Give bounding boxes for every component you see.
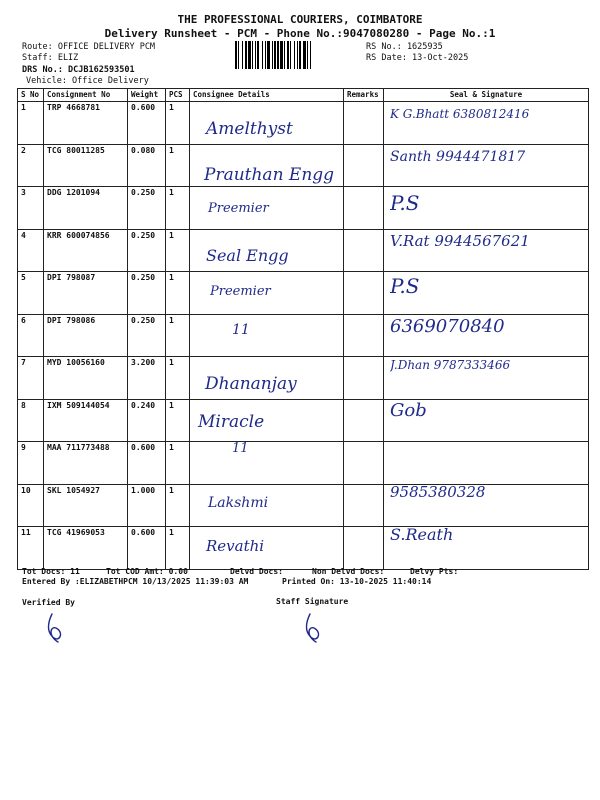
row-pcs: 1 — [166, 484, 190, 527]
row-sno: 6 — [18, 314, 44, 357]
row-sno: 9 — [18, 442, 44, 485]
barcode-bar — [238, 41, 239, 69]
row-pcs: 1 — [166, 442, 190, 485]
barcode-bar — [287, 41, 289, 69]
barcode-bar — [252, 41, 253, 69]
table-row — [18, 484, 589, 527]
total-cod-amount: Tot COD Amt: 0.00 — [106, 567, 188, 576]
handwritten-signature: 9585380328 — [390, 483, 486, 502]
row-consignment-no: DDG 1201094 — [44, 187, 128, 230]
row-sno: 2 — [18, 144, 44, 187]
row-consignment-no: TCG 41969053 — [44, 527, 128, 570]
row-remarks-cell — [344, 399, 384, 442]
row-consignment-no: TRP 4668781 — [44, 102, 128, 145]
row-pcs: 1 — [166, 399, 190, 442]
col-header-signature: Seal & Signature — [384, 89, 589, 102]
barcode-bar — [310, 41, 311, 69]
row-weight: 0.600 — [128, 527, 166, 570]
row-weight: 0.250 — [128, 187, 166, 230]
table-row — [18, 442, 589, 485]
row-consignment-no: SKL 1054927 — [44, 484, 128, 527]
staff-signature-scribble — [298, 610, 338, 646]
row-remarks-cell — [344, 357, 384, 400]
row-weight: 0.250 — [128, 272, 166, 315]
barcode-bar — [307, 41, 308, 69]
row-consignment-no: DPI 798086 — [44, 314, 128, 357]
handwritten-signature: S.Reath — [390, 525, 454, 544]
row-pcs: 1 — [166, 314, 190, 357]
row-consignment-no: MAA 711773488 — [44, 442, 128, 485]
row-remarks-cell — [344, 484, 384, 527]
row-pcs: 1 — [166, 527, 190, 570]
handwritten-consignee: Prauthan Engg — [204, 164, 335, 185]
row-consignment-no: KRR 600074856 — [44, 229, 128, 272]
row-sno: 3 — [18, 187, 44, 230]
row-consignment-no: IXM 509144054 — [44, 399, 128, 442]
table-row — [18, 272, 589, 315]
barcode-bar — [294, 41, 295, 69]
row-sno: 7 — [18, 357, 44, 400]
table-row — [18, 399, 589, 442]
row-sno: 8 — [18, 399, 44, 442]
row-pcs: 1 — [166, 272, 190, 315]
handwritten-signature: Santh 9944471817 — [390, 148, 526, 165]
handwritten-signature: P.S — [390, 190, 420, 215]
row-pcs: 1 — [166, 229, 190, 272]
barcode-bar — [265, 41, 266, 69]
col-header-remarks: Remarks — [344, 89, 384, 102]
row-consignment-no: DPI 798087 — [44, 272, 128, 315]
row-sno: 10 — [18, 484, 44, 527]
handwritten-signature: Gob — [390, 399, 427, 421]
handwritten-signature: P.S — [390, 274, 420, 299]
verified-by-label: Verified By — [22, 598, 75, 607]
table-header-row — [18, 89, 589, 102]
entered-by: Entered By :ELIZABETHPCM 10/13/2025 11:39:03 AM — [22, 577, 249, 586]
runsheet-subtitle: Delivery Runsheet - PCM - Phone No.:9047080280 - Page No.:1 — [104, 27, 496, 40]
row-remarks-cell — [344, 102, 384, 145]
row-weight: 0.600 — [128, 442, 166, 485]
barcode-bar — [272, 41, 273, 69]
row-consignee-cell — [190, 442, 344, 485]
row-consignee-cell — [190, 314, 344, 357]
company-title: THE PROFESSIONAL COURIERS, COIMBATORE — [177, 13, 423, 26]
handwritten-signature: 6369070840 — [390, 316, 505, 337]
col-header-pcs: PCS — [166, 89, 190, 102]
row-signature-cell — [384, 442, 589, 485]
col-header-consignee: Consignee Details — [190, 89, 344, 102]
staff-text: Staff: ELIZ — [22, 53, 79, 63]
vehicle-text: Vehicle: Office Delivery — [26, 76, 149, 86]
row-pcs: 1 — [166, 357, 190, 400]
barcode-image — [234, 41, 360, 69]
verified-signature-scribble — [40, 610, 80, 646]
row-sno: 4 — [18, 229, 44, 272]
printed-on: Printed On: 13-10-2025 11:40:14 — [282, 577, 432, 586]
barcode-bar — [274, 41, 276, 69]
row-weight: 0.080 — [128, 144, 166, 187]
barcode-bar — [297, 41, 298, 69]
barcode-bar — [284, 41, 285, 69]
row-remarks-cell — [344, 527, 384, 570]
row-weight: 0.250 — [128, 314, 166, 357]
barcode-bar — [248, 41, 251, 69]
row-weight: 0.250 — [128, 229, 166, 272]
handwritten-consignee: Preemier — [208, 200, 269, 216]
row-remarks-cell — [344, 144, 384, 187]
barcode-bar — [299, 41, 301, 69]
row-consignment-no: MYD 10056160 — [44, 357, 128, 400]
total-docs: Tot Docs: 11 — [22, 567, 80, 576]
barcode-bar — [303, 41, 306, 69]
barcode-bar — [277, 41, 279, 69]
handwritten-consignee: 11 — [232, 441, 249, 457]
col-header-consignment: Consignment No — [44, 89, 128, 102]
row-remarks-cell — [344, 187, 384, 230]
row-sno: 11 — [18, 527, 44, 570]
barcode-bar — [242, 41, 243, 69]
barcode-bar — [290, 41, 291, 69]
row-sno: 1 — [18, 102, 44, 145]
table-row — [18, 527, 589, 570]
barcode-bar — [235, 41, 237, 69]
handwritten-consignee: Preemier — [210, 284, 271, 300]
row-pcs: 1 — [166, 144, 190, 187]
handwritten-consignee: Lakshmi — [208, 495, 269, 512]
row-pcs: 1 — [166, 102, 190, 145]
row-weight: 0.600 — [128, 102, 166, 145]
row-sno: 5 — [18, 272, 44, 315]
barcode-bar — [245, 41, 247, 69]
handwritten-signature: V.Rat 9944567621 — [390, 232, 530, 251]
delivered-docs: Delvd Docs: — [230, 567, 283, 576]
row-weight: 3.200 — [128, 357, 166, 400]
delivery-points: Delvy Pts: — [410, 567, 459, 576]
rs-number: RS No.: 1625935 — [366, 42, 443, 52]
route-text: Route: OFFICE DELIVERY PCM — [22, 42, 156, 52]
handwritten-consignee: Amelthyst — [206, 119, 293, 139]
barcode-bar — [257, 41, 259, 69]
row-consignment-no: TCG 80011285 — [44, 144, 128, 187]
handwritten-consignee: Dhananjay — [205, 373, 297, 394]
col-header-sno: S No — [18, 89, 44, 102]
barcode-bar — [255, 41, 256, 69]
row-weight: 0.240 — [128, 399, 166, 442]
row-remarks-cell — [344, 442, 384, 485]
handwritten-consignee: Revathi — [206, 537, 265, 555]
table-row — [18, 187, 589, 230]
row-remarks-cell — [344, 272, 384, 315]
handwritten-consignee: Miracle — [198, 411, 265, 432]
barcode-bar — [280, 41, 283, 69]
handwritten-consignee: 11 — [232, 322, 250, 338]
rs-date: RS Date: 13-Oct-2025 — [366, 53, 469, 63]
non-delivered-docs: Non Delvd Docs: — [312, 567, 385, 576]
handwritten-consignee: Seal Engg — [206, 246, 289, 266]
handwritten-signature: K G.Bhatt 6380812416 — [390, 107, 530, 121]
drs-number: DRS No.: DCJB162593501 — [22, 65, 135, 75]
col-header-weight: Weight — [128, 89, 166, 102]
row-weight: 1.000 — [128, 484, 166, 527]
handwritten-signature: J.Dhan 9787333466 — [390, 357, 511, 372]
row-remarks-cell — [344, 229, 384, 272]
barcode-bar — [262, 41, 263, 69]
barcode-bar — [267, 41, 270, 69]
row-remarks-cell — [344, 314, 384, 357]
row-pcs: 1 — [166, 187, 190, 230]
staff-signature-label: Staff Signature — [276, 597, 349, 606]
